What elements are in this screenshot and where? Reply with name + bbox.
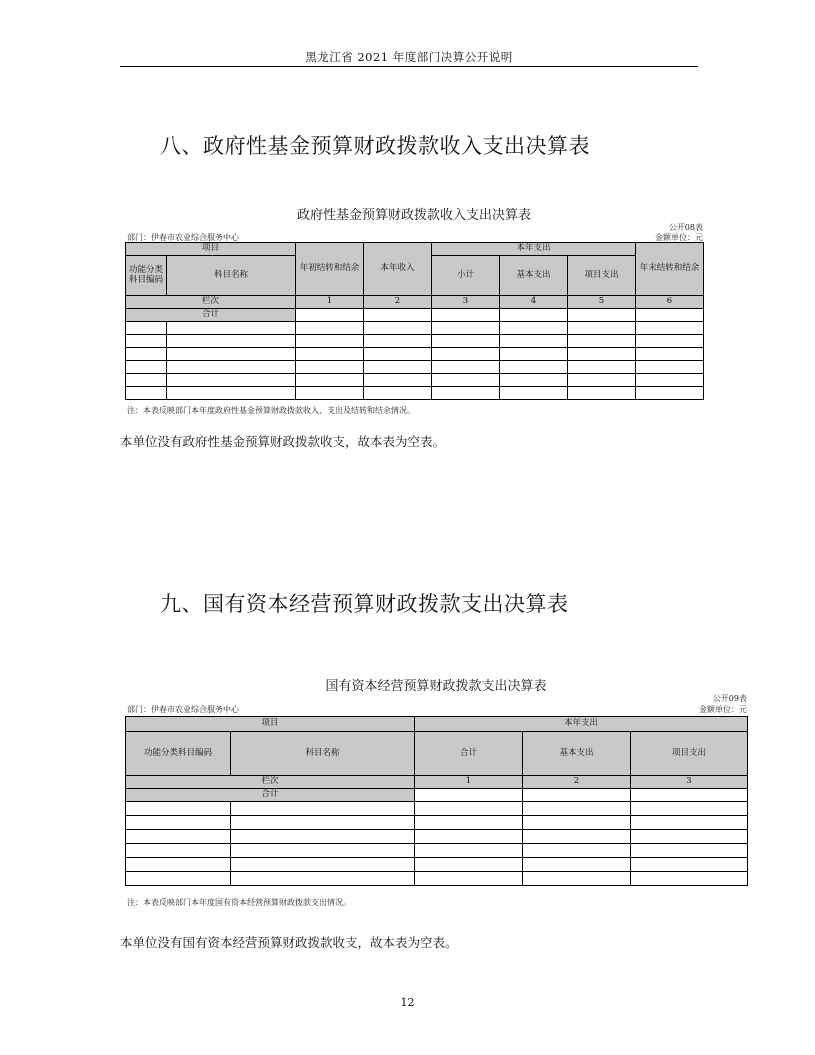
table-8-unit: 金额单位：元 (655, 233, 703, 242)
table-8-note: 注：本表反映部门本年度政府性基金预算财政拨款收入、支出及结转和结余情况。 (127, 406, 415, 415)
table-9-num-2: 2 (523, 776, 631, 789)
table-8 (125, 242, 704, 400)
table-row (126, 816, 748, 830)
table-8-header-project: 项目 (126, 243, 296, 256)
section-8-heading: 八、政府性基金预算财政拨款收入支出决算表 (160, 134, 590, 158)
table-9-header-project-exp: 项目支出 (631, 732, 748, 776)
table-8-num-6: 6 (636, 296, 704, 309)
table-9 (125, 716, 748, 886)
table-9-header-subject-name: 科目名称 (231, 732, 415, 776)
table-9-unit: 金额单位：元 (699, 705, 747, 714)
table-8-caption: 政府性基金预算财政拨款收入支出决算表 (296, 208, 531, 223)
table-row (126, 858, 748, 872)
table-8-header-basic: 基本支出 (500, 256, 568, 296)
table-8-num-4: 4 (500, 296, 568, 309)
table-row (126, 802, 748, 816)
table-9-header-project: 项目 (126, 717, 415, 732)
table-8-num-2: 2 (364, 296, 432, 309)
table-row (126, 322, 704, 335)
table-8-header-subject-name: 科目名称 (167, 256, 296, 296)
table-8-header-end-balance: 年末结转和结余 (636, 243, 704, 296)
table-8-num-5: 5 (568, 296, 636, 309)
table-9-note: 注：本表反映部门本年度国有资本经营预算财政拨款支出情况。 (127, 898, 351, 907)
table-8-header-income: 本年收入 (364, 243, 432, 296)
table-9-caption: 国有资本经营预算财政拨款支出决算表 (325, 679, 547, 694)
table-8-num-1: 1 (296, 296, 364, 309)
table-row (126, 335, 704, 348)
table-9-header-year-expense: 本年支出 (415, 717, 748, 732)
table-9-header-total: 合计 (415, 732, 523, 776)
table-8-header-year-expense: 本年支出 (432, 243, 636, 256)
table-row (126, 872, 748, 886)
table-9-department: 部门：伊春市农业综合服务中心 (127, 705, 239, 714)
section-9-heading: 九、国有资本经营预算财政拨款支出决算表 (160, 592, 569, 616)
table-9-header-basic: 基本支出 (523, 732, 631, 776)
table-row (126, 844, 748, 858)
table-8-num-3: 3 (432, 296, 500, 309)
table-row (126, 387, 704, 400)
table-9-row-lanci: 栏次 (126, 776, 415, 789)
table-8-row-total: 合计 (126, 309, 296, 322)
table-row (126, 830, 748, 844)
page-header: 黑龙江省 2021 年度部门决算公开说明 (305, 50, 513, 64)
table-9-row-total: 合计 (126, 789, 415, 802)
table-8-header-func-code: 功能分类科目编码 (126, 256, 167, 296)
table-9-form-code: 公开09表 (712, 694, 747, 703)
section-9-empty-statement: 本单位没有国有资本经营预算财政拨款收支，故本表为空表。 (120, 935, 458, 950)
table-row (126, 374, 704, 387)
table-8-header-project-exp: 项目支出 (568, 256, 636, 296)
table-8-header-subtotal: 小计 (432, 256, 500, 296)
header-rule (120, 66, 698, 67)
table-8-row-lanci: 栏次 (126, 296, 296, 309)
table-9-header-func-code: 功能分类科目编码 (126, 732, 231, 776)
table-8-form-code: 公开08表 (668, 223, 703, 232)
table-8-header-begin-balance: 年初结转和结余 (296, 243, 364, 296)
table-8-department: 部门：伊春市农业综合服务中心 (127, 233, 239, 242)
table-row (126, 361, 704, 374)
section-8-empty-statement: 本单位没有政府性基金预算财政拨款收支，故本表为空表。 (120, 434, 446, 449)
table-row (126, 348, 704, 361)
table-9-num-3: 3 (631, 776, 748, 789)
table-9-num-1: 1 (415, 776, 523, 789)
page-number: 12 (400, 996, 415, 1009)
